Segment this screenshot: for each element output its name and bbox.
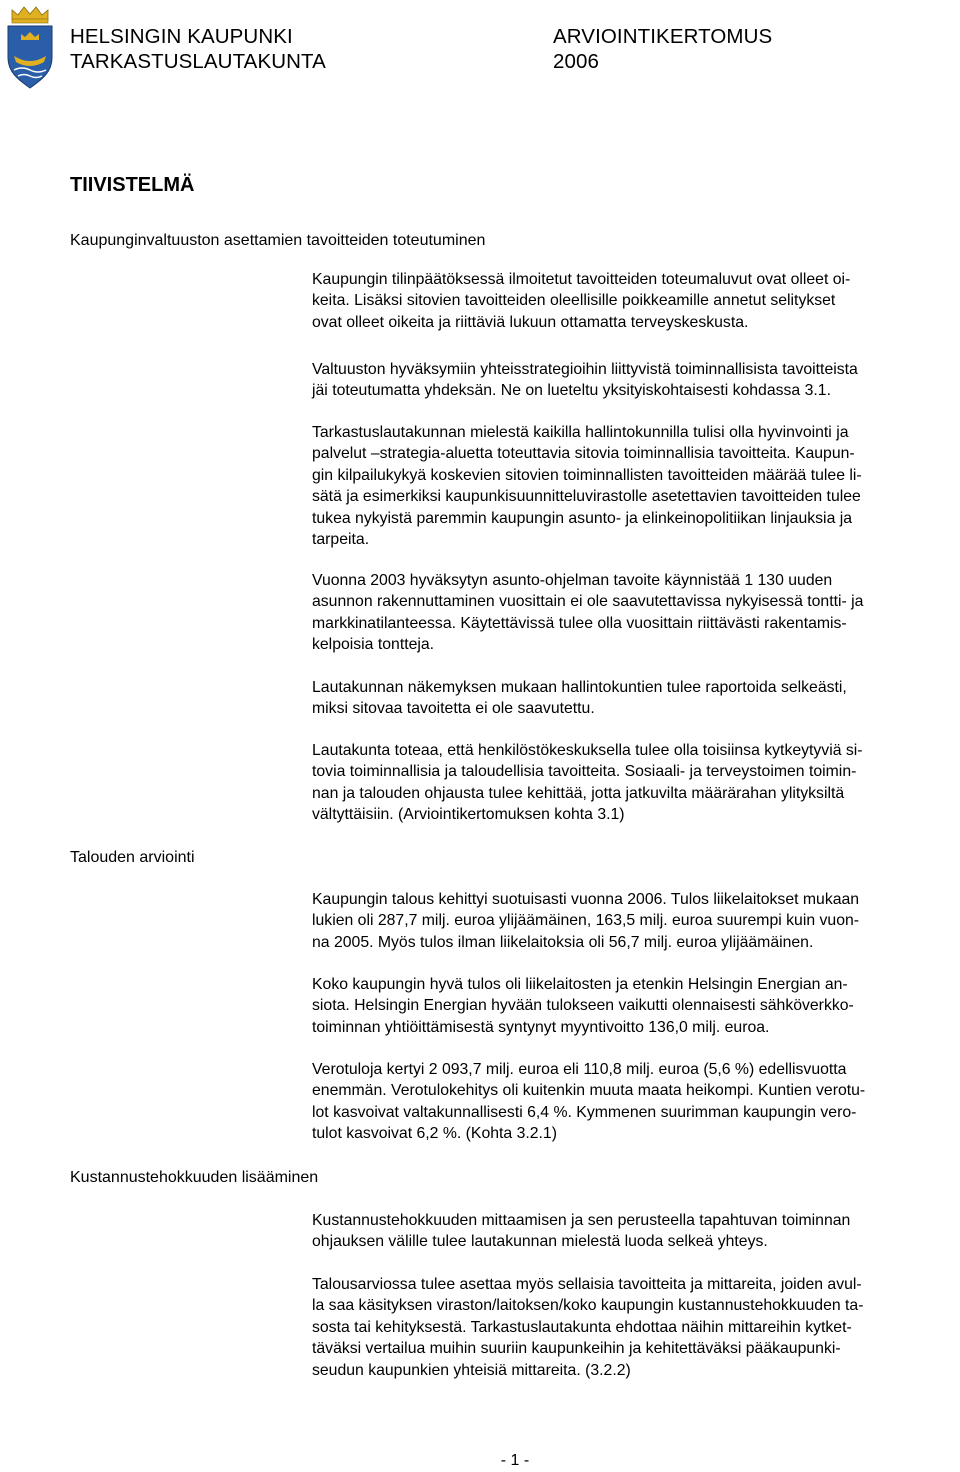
header-organization (70, 24, 326, 74)
doc-line-2: 2006 (553, 50, 600, 73)
org-line-1: HELSINGIN KAUPUNKI (70, 25, 293, 48)
header-document (553, 24, 772, 74)
helsinki-crest-logo (4, 4, 56, 90)
page-title: TIIVISTELMÄ (70, 174, 195, 196)
paragraph: Kustannustehokkuuden mittaamisen ja sen perusteella tapahtuvan toiminnan ohjauksen välille tulee lautakunnan mielestä luoda selkeä yhteys. (312, 1212, 851, 1251)
paragraph: Vuonna 2003 hyväksytyn asunto-ohjelman tavoite käynnistää 1 130 uuden asunnon rakennuttaminen vuosittain ei ole saavutettavissa nykyisessä tontti- ja markkinatilanteessa. Käytettävissä tulee olla vuosittain riittävästi rakentamis- kelpoisia tontteja. (312, 572, 864, 654)
paragraph: Talousarviossa tulee asettaa myös sellaisia tavoitteita ja mittareita, joiden avul- la saa käsityksen viraston/laitoksen/koko kaupungin kustannustehokkuuden ta- sosta tai kehityksestä. Tarkastuslautakunta ehdottaa näihin mittareihin kytket- täväksi vertailua muihin suuriin kaupunkeihin ja kehitettäväksi pääkaupunki- seudun kaupunkien yhteisiä mittareita. (3.2.2) (312, 1276, 864, 1379)
paragraph: Kaupungin tilinpäätöksessä ilmoitetut tavoitteiden toteumaluvut ovat olleet oi- keita. Lisäksi sitovien tavoitteiden oleellisille poikkeamille annetut selitykset ovat olleet oikeita ja riittäviä lukuun ottamatta terveyskeskusta. (312, 271, 851, 331)
paragraph: Koko kaupungin hyvä tulos oli liikelaitosten ja etenkin Helsingin Energian an- siota. Helsingin Energian hyvään tulokseen vaikutti olennaisesti sähköverkko- toiminnan yhtiöittämisestä syntynyt myyntivoitto 136,0 milj. euroa. (312, 976, 854, 1036)
doc-line-1: ARVIOINTIKERTOMUS (553, 25, 773, 48)
section-heading-kustannustehokkuus: Kustannustehokkuuden lisääminen (70, 1169, 319, 1186)
section-heading-talous: Talouden arviointi (70, 849, 195, 866)
section-heading-valtuusto: Kaupunginvaltuuston asettamien tavoitteiden toteutuminen (70, 232, 486, 249)
paragraph: Valtuuston hyväksymiin yhteisstrategioihin liittyvistä toiminnallisista tavoitteista jäi toteutumatta yhdeksän. Ne on lueteltu yksityiskohtaisesti kohdassa 3.1. (312, 361, 858, 400)
paragraph: Verotuloja kertyi 2 093,7 milj. euroa eli 110,8 milj. euroa (5,6 %) edellisvuotta enemmän. Verotulokehitys oli kuitenkin muuta maata heikompi. Kuntien verotu- lot kasvoivat valtakunnallisesti 6,4 %. Kymmenen suurimman kaupungin vero- tulot kasvoivat 6,2 %. (Kohta 3.2.1) (312, 1061, 866, 1143)
paragraph: Tarkastuslautakunnan mielestä kaikilla hallintokunnilla tulisi olla hyvinvointi ja palvelut –strategia-aluetta toteuttavia sitovia toiminnallisia tavoitteita. Kaupun- gin kilpailukykyä koskevien sitovien toiminnallisten tavoitteiden määrää tulee li- sätä ja esimerkiksi kaupunkisuunnitteluvirastolle asetettavien tavoitteiden tulee tukea nykyistä paremmin kaupungin asunto- ja elinkeinopolitiikan linjauksia ja tarpeita. (312, 424, 862, 549)
paragraph: Lautakunnan näkemyksen mukaan hallintokuntien tulee raportoida selkeästi, miksi sitovaa tavoitetta ei ole saavutettu. (312, 679, 847, 718)
paragraph: Lautakunta toteaa, että henkilöstökeskuksella tulee olla toisiinsa kytkeytyviä si- tovia toiminnallisia ja taloudellisia tavoitteita. Sosiaali- ja terveystoimen toimin- nan ja talouden ohjausta tulee kehittää, jotta jatkuvilta määrärahan ylityksiltä vältyttäisiin. (Arviointikertomuksen kohta 3.1) (312, 742, 863, 824)
org-line-2: TARKASTUSLAUTAKUNTA (70, 50, 326, 73)
page-number: - 1 - (500, 1452, 530, 1469)
paragraph: Kaupungin talous kehittyi suotuisasti vuonna 2006. Tulos liikelaitokset mukaan lukien oli 287,7 milj. euroa ylijäämäinen, 163,5 milj. euroa suurempi kuin vuon- na 2005. Myös tulos ilman liikelaitoksia oli 56,7 milj. euroa ylijäämäinen. (312, 891, 860, 951)
